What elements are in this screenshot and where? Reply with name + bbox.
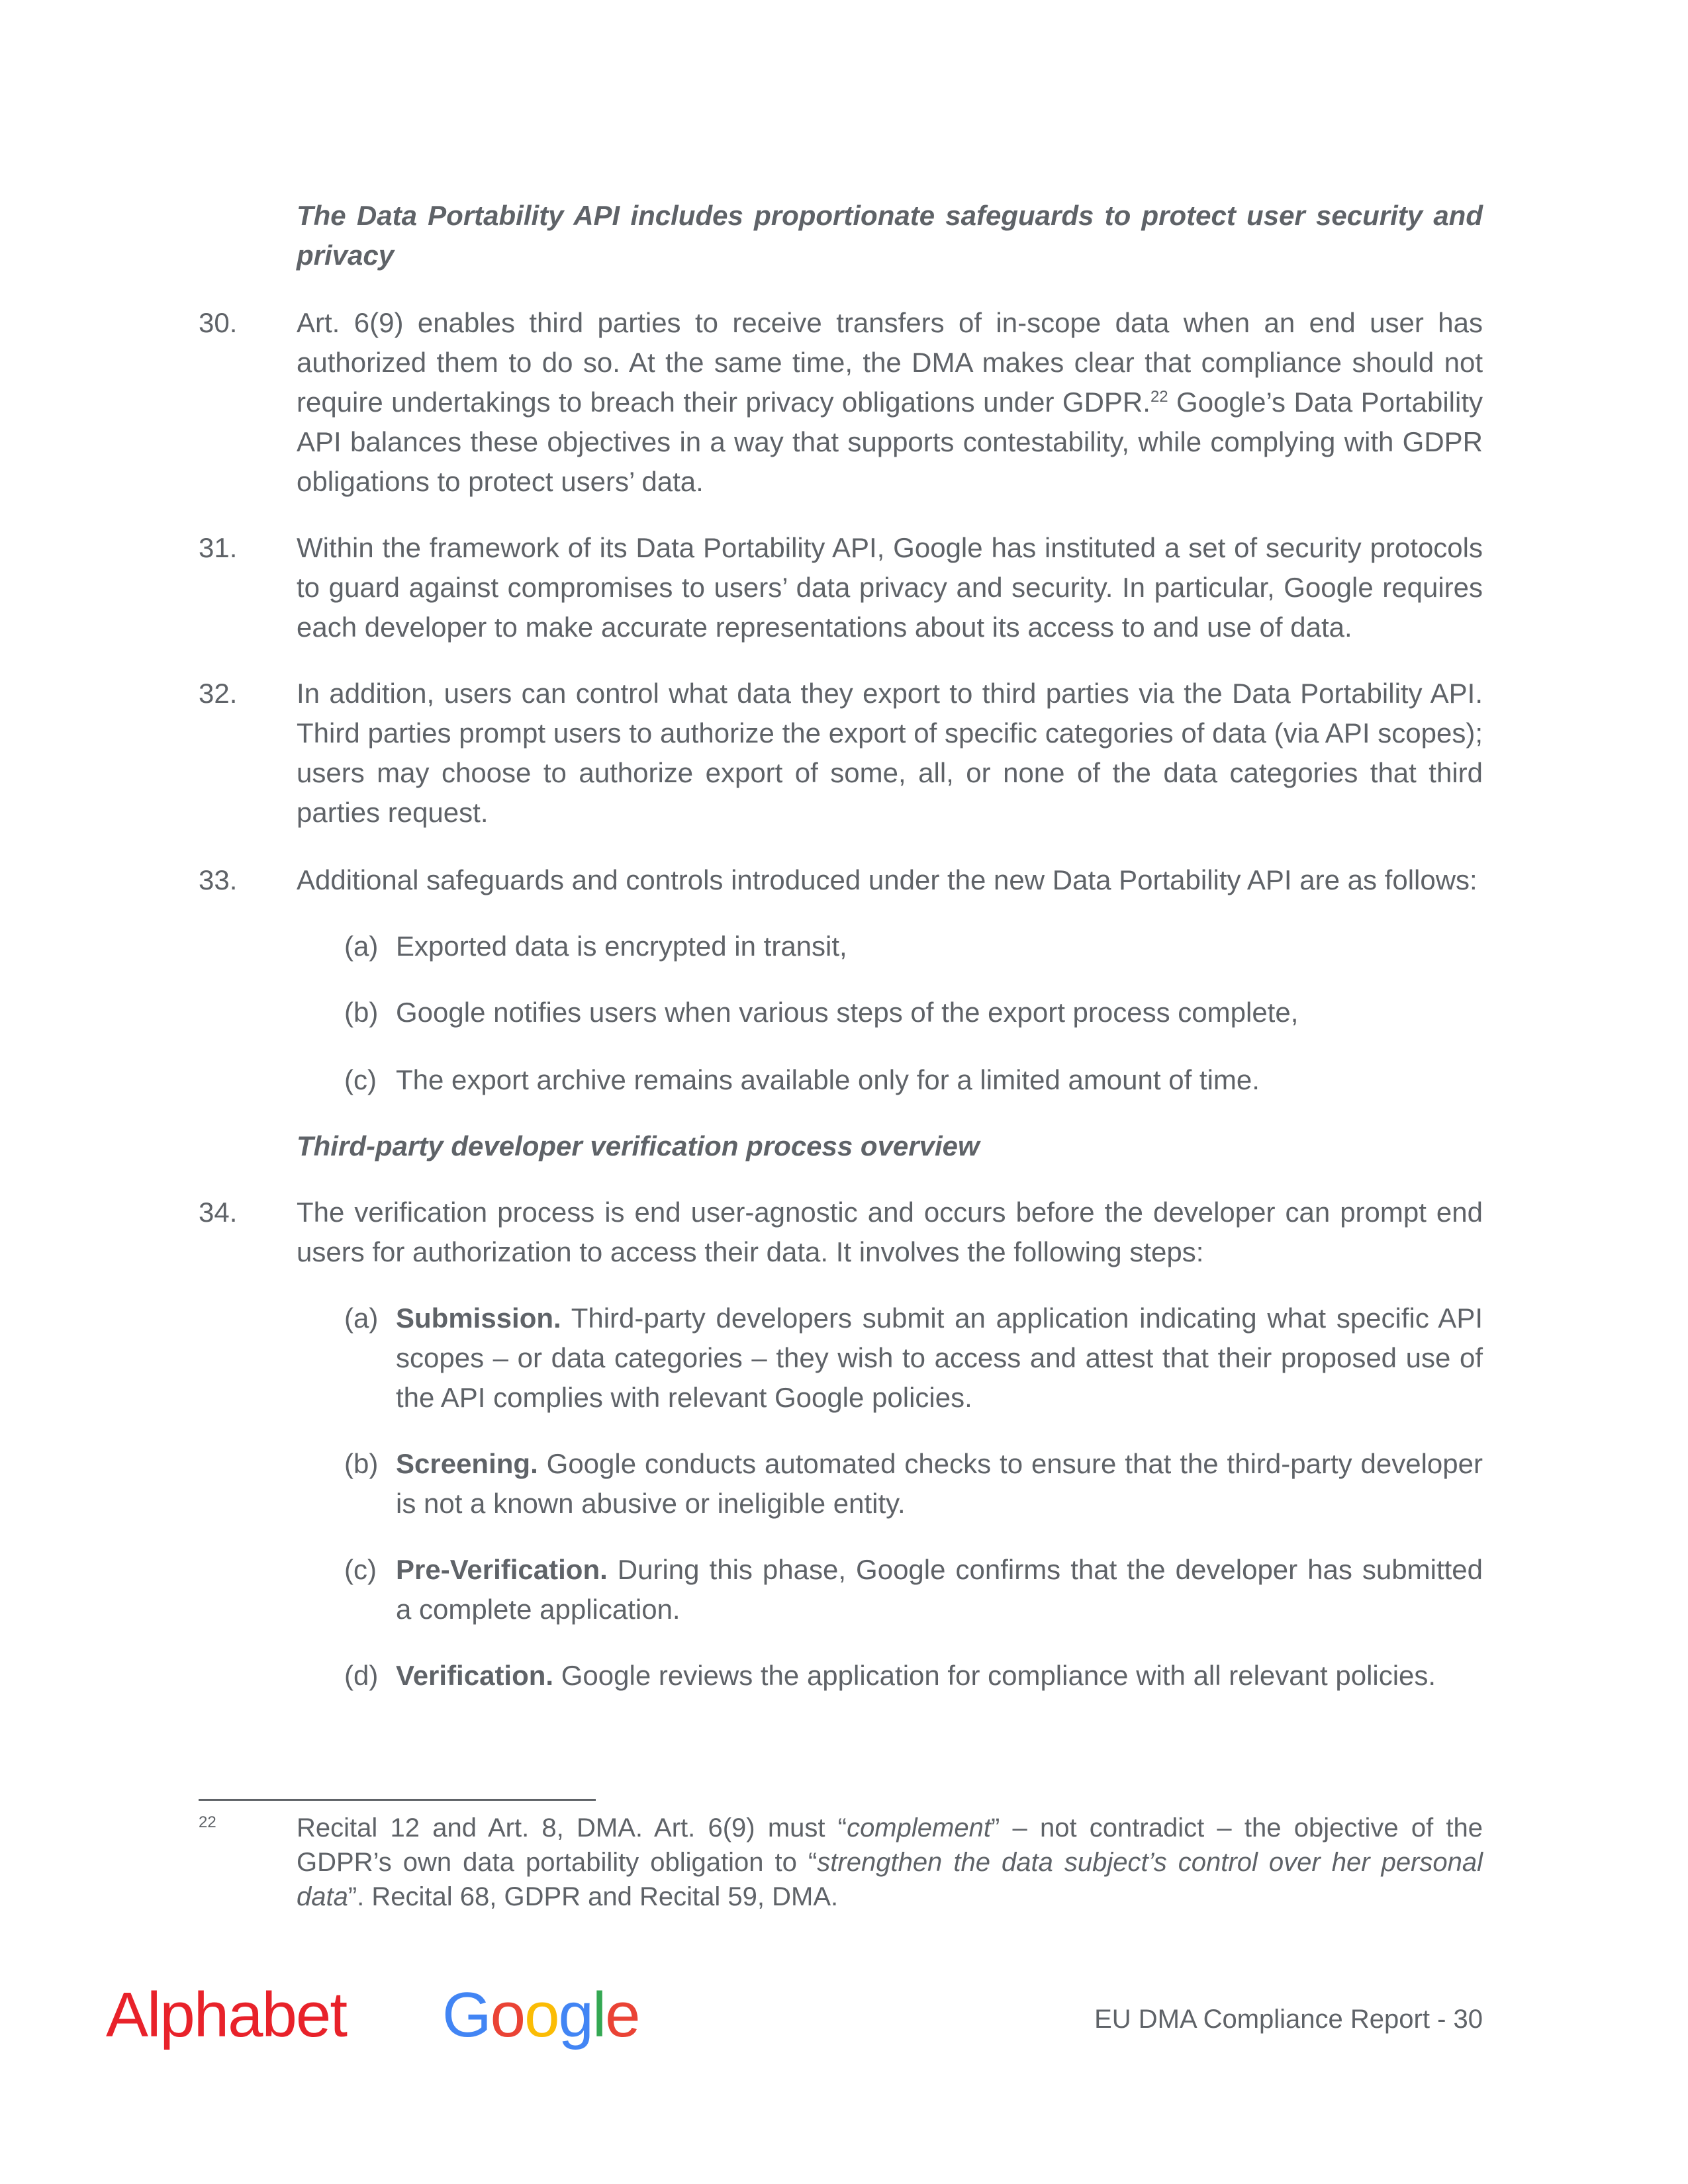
section-heading-verification: Third-party developer verification process overview bbox=[297, 1130, 980, 1161]
list-item bbox=[344, 1298, 1483, 1418]
list-item-text: The export archive remains available only for a limited amount of time. bbox=[396, 1064, 1260, 1095]
google-logo-letter: g bbox=[558, 1979, 592, 2050]
list-item bbox=[344, 1444, 1483, 1524]
list-item-title: Verification. bbox=[396, 1660, 554, 1691]
footnote-body bbox=[297, 1811, 1483, 1914]
list-item-text bbox=[396, 1298, 1483, 1418]
paragraph-31 bbox=[199, 528, 1483, 647]
footnote-text: Recital 12 and Art. 8, DMA. Art. 6(9) must “ bbox=[297, 1813, 847, 1843]
footnote-divider bbox=[199, 1799, 596, 1801]
list-item-text bbox=[396, 1656, 1483, 1696]
paragraph-number: 31. bbox=[199, 532, 238, 563]
list-item-text: Exported data is encrypted in transit, bbox=[396, 931, 847, 962]
list-item-title: Pre-Verification. bbox=[396, 1554, 608, 1585]
google-logo-letter: o bbox=[524, 1979, 559, 2050]
paragraph-text: Google’s Data Portability API balances these objectives in a way that supports contestability, while complying with GDPR obligations to protect users’ data. bbox=[297, 387, 1483, 497]
paragraph-34 bbox=[199, 1193, 1483, 1272]
footnote-quote: complement bbox=[847, 1813, 991, 1843]
footnote-22 bbox=[199, 1811, 1483, 1914]
list-item-text: Google notifies users when various steps of the export process complete, bbox=[396, 997, 1299, 1028]
list-item-label: (a) bbox=[344, 1302, 379, 1334]
list-item-title: Submission. bbox=[396, 1302, 561, 1334]
list-item bbox=[344, 927, 1483, 966]
list-item bbox=[344, 1060, 1483, 1100]
paragraph-body: In addition, users can control what data they export to third parties via the Data Portability API. Third parties prompt users to authorize the export of specific categories of data (via API scopes); users may choose to authorize export of some, all, or none of the data categories that third parties request. bbox=[297, 678, 1483, 828]
paragraph-number: 30. bbox=[199, 307, 238, 338]
paragraph-body bbox=[297, 303, 1483, 502]
google-logo-letter: G bbox=[442, 1979, 491, 2050]
paragraph-body: Additional safeguards and controls introduced under the new Data Portability API are as follows: bbox=[297, 864, 1477, 895]
paragraph-number: 33. bbox=[199, 864, 238, 895]
google-logo bbox=[442, 1979, 639, 2052]
footnote-text: ” – not contradict – the objective of the GDPR’s own data portability obligation to “ bbox=[297, 1813, 1483, 1877]
paragraph-32 bbox=[199, 674, 1483, 833]
list-item-label: (c) bbox=[344, 1064, 377, 1095]
google-logo-letter: l bbox=[592, 1979, 606, 2050]
google-logo-letter: e bbox=[605, 1979, 639, 2050]
list-item-body: Third-party developers submit an application indicating what specific API scopes – or data categories – they wish to access and attest that their proposed use of the API complies with relevant Google policies. bbox=[396, 1302, 1483, 1413]
paragraph-text: Art. 6(9) enables third parties to receive transfers of in-scope data when an end user has authorized them to do so. At the same time, the DMA makes clear that compliance should not require undertakings to breach their privacy obligations under GDPR. bbox=[297, 307, 1483, 418]
list-item-body: Google reviews the application for compliance with all relevant policies. bbox=[553, 1660, 1436, 1691]
footnote-reference[interactable]: 22 bbox=[1150, 388, 1168, 406]
list-item-body: During this phase, Google confirms that the developer has submitted a complete application. bbox=[396, 1554, 1483, 1625]
paragraph-number: 32. bbox=[199, 678, 238, 709]
list-item-text bbox=[396, 1444, 1483, 1524]
list-item-label: (d) bbox=[344, 1660, 379, 1691]
list-item bbox=[344, 1656, 1483, 1696]
list-item-title: Screening. bbox=[396, 1448, 538, 1479]
google-logo-letter: o bbox=[490, 1979, 525, 2050]
footnote-text: ”. Recital 68, GDPR and Recital 59, DMA. bbox=[348, 1882, 839, 1911]
paragraph-body: Within the framework of its Data Portability API, Google has instituted a set of security protocols to guard against compromises to users’ data privacy and security. In particular, Google requires each developer to make accurate representations about its access to and use of data. bbox=[297, 532, 1483, 643]
footnote-number: 22 bbox=[199, 1813, 216, 1831]
list-item-label: (b) bbox=[344, 997, 379, 1028]
paragraph-number: 34. bbox=[199, 1197, 238, 1228]
paragraph-30 bbox=[199, 303, 1483, 502]
list-item bbox=[344, 993, 1483, 1032]
footer-report-title: EU DMA Compliance Report - 30 bbox=[1094, 2005, 1483, 2034]
paragraph-33 bbox=[199, 860, 1483, 900]
list-item-body: Google conducts automated checks to ensure that the third-party developer is not a known abusive or ineligible entity. bbox=[396, 1448, 1483, 1519]
paragraph-body: The verification process is end user-agnostic and occurs before the developer can prompt end users for authorization to access their data. It involves the following steps: bbox=[297, 1197, 1483, 1267]
list-item bbox=[344, 1550, 1483, 1629]
footnote-quote: strengthen the data subject’s control over her personal data bbox=[297, 1848, 1483, 1911]
list-item-label: (b) bbox=[344, 1448, 379, 1479]
alphabet-logo: Alphabet bbox=[106, 1979, 346, 2050]
list-item-label: (a) bbox=[344, 931, 379, 962]
section-heading-safeguards: The Data Portability API includes proportionate safeguards to protect user security and privacy bbox=[297, 200, 1483, 271]
list-item-text bbox=[396, 1550, 1483, 1629]
list-item-label: (c) bbox=[344, 1554, 377, 1585]
